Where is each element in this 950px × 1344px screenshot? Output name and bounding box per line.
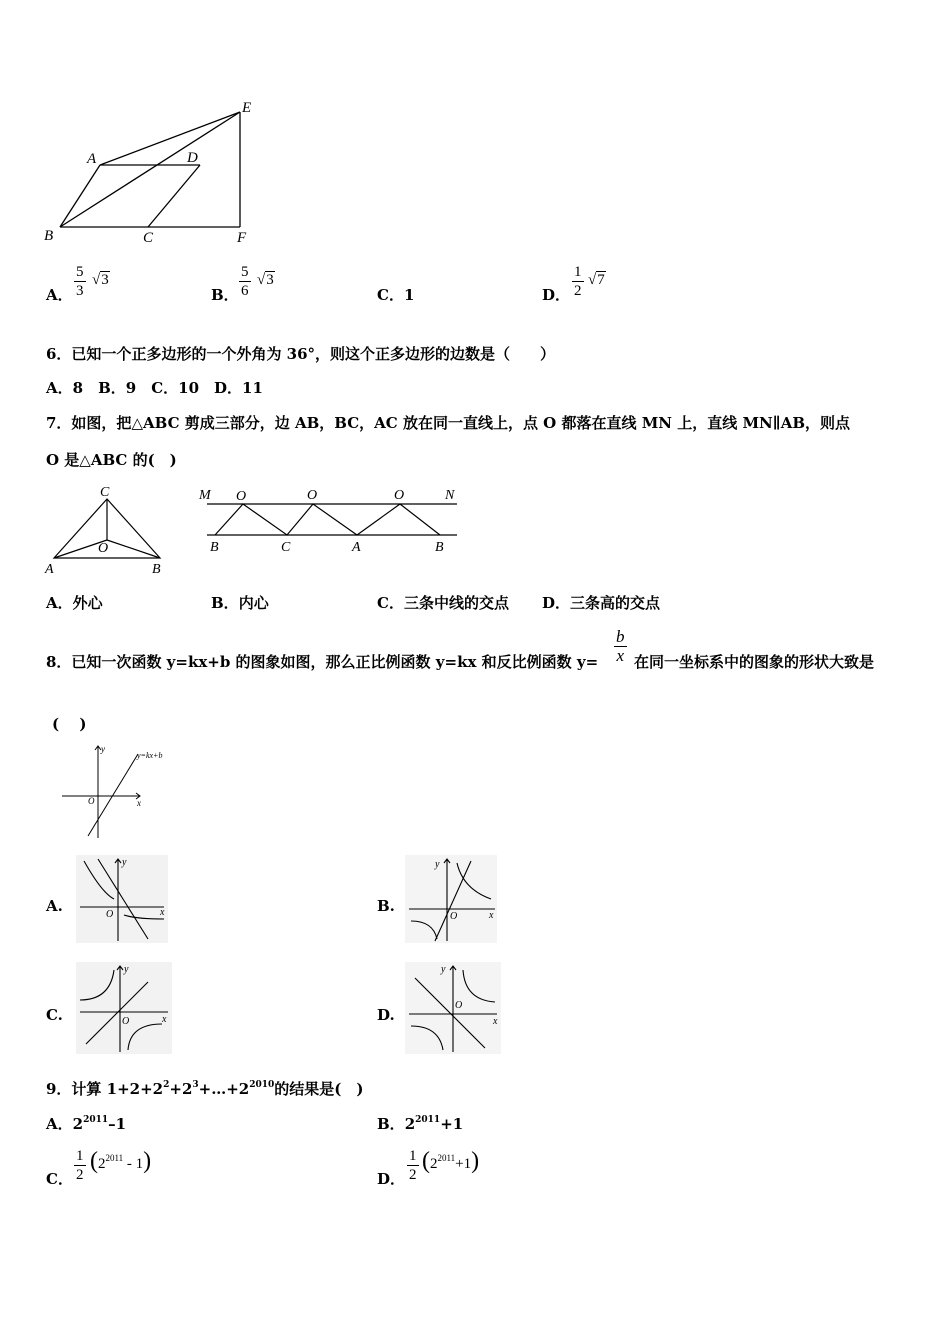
q8-option-d-graph bbox=[405, 962, 501, 1054]
q5-option-d-frac bbox=[572, 263, 584, 300]
q8-option-a-graph bbox=[76, 855, 168, 943]
q7-stem-line1: 7．如图，把△ABC 剪成三部分，边 AB，BC，AC 放在同一直线上，点 O 都落在直线 MN 上，直线 MN∥AB，则点 bbox=[46, 414, 851, 432]
q8-a-y: y bbox=[122, 857, 127, 868]
q9-option-c-frac bbox=[74, 1147, 86, 1184]
q7-option-d bbox=[542, 593, 660, 613]
q8-stem-prefix: 8．已知一次函数 y=kx+b 的图象如图，那么正比例函数 y=kx 和反比例函数 y= bbox=[46, 653, 599, 671]
q9-mid1: +2 bbox=[169, 1080, 193, 1098]
q8-stem-suffix: 在同一坐标系中的图象的形状大致是 bbox=[634, 653, 875, 671]
q8-c-o: O bbox=[122, 1016, 130, 1027]
q7-b-letter: B． bbox=[211, 594, 239, 612]
q5-label-a: A bbox=[87, 151, 97, 167]
q8-d-x: x bbox=[493, 1016, 498, 1027]
q7-line-figure bbox=[195, 482, 465, 557]
q9-option-d-letter: D． bbox=[377, 1170, 406, 1188]
q9-e2: 3 bbox=[192, 1080, 199, 1090]
q8-ref-y: y bbox=[101, 744, 105, 754]
q7-f2-o3: O bbox=[394, 488, 405, 503]
q8-ref-x: x bbox=[137, 798, 141, 808]
q8-b-o: O bbox=[450, 911, 458, 922]
q9-d-tail: +1 bbox=[455, 1156, 472, 1172]
q5-b-rad: 3 bbox=[266, 272, 274, 288]
q5-d-den: 2 bbox=[574, 283, 582, 299]
q7-a-letter: A． bbox=[46, 594, 73, 612]
q9-d-den: 2 bbox=[409, 1167, 417, 1183]
q7-f1-b: B bbox=[152, 562, 161, 577]
q7-c-text: 三条中线的交点 bbox=[403, 594, 509, 612]
q9-b-tail: +1 bbox=[440, 1115, 464, 1133]
q9-option-c-letter: C． bbox=[46, 1170, 73, 1188]
q5-option-a-letter: A． bbox=[46, 286, 73, 304]
q8-frac-den: x bbox=[616, 646, 625, 665]
q8-option-a-letter: A. bbox=[46, 897, 63, 915]
q9-mid2: +…+2 bbox=[198, 1080, 250, 1098]
q7-triangle-figure bbox=[40, 482, 175, 577]
q7-stem-line2: O 是△ABC 的( ) bbox=[46, 451, 177, 469]
q5-d-rad: 7 bbox=[597, 272, 605, 288]
q9-stem-prefix: 9．计算 1+2+2 bbox=[46, 1080, 164, 1098]
q7-f2-o2: O bbox=[307, 488, 318, 503]
q7-d-letter: D． bbox=[542, 594, 571, 612]
q7-f2-b1: B bbox=[210, 540, 219, 555]
q8-option-b-letter: B. bbox=[377, 897, 395, 915]
q9-c-base: 2 bbox=[98, 1156, 106, 1172]
q9-c-tail: - 1 bbox=[123, 1156, 144, 1172]
q7-f2-m: M bbox=[199, 488, 211, 503]
q9-c-den: 2 bbox=[76, 1167, 84, 1183]
q7-f2-o1: O bbox=[236, 489, 247, 504]
q5-d-num: 1 bbox=[574, 264, 582, 280]
q7-f2-n: N bbox=[445, 488, 455, 503]
q5-label-e: E bbox=[242, 100, 252, 116]
q5-a-num: 5 bbox=[76, 264, 84, 280]
q8-option-c-letter: C. bbox=[46, 1006, 63, 1024]
q9-e1: 2 bbox=[163, 1080, 170, 1090]
q6-options: A．8 B．9 C．10 D．11 bbox=[46, 379, 263, 397]
q5-option-c-text: 1 bbox=[404, 286, 415, 304]
q7-f2-a: A bbox=[352, 540, 361, 555]
q8-ref-line-label: y=kx+b bbox=[137, 751, 163, 760]
q9-b-letter: B． bbox=[377, 1115, 405, 1133]
q6-stem: 6．已知一个正多边形的一个外角为 36°，则这个正多边形的边数是（ ） bbox=[46, 345, 556, 363]
q9-a-tail: –1 bbox=[108, 1115, 127, 1133]
q8-c-y: y bbox=[124, 964, 129, 975]
q8-option-d-letter: D. bbox=[377, 1006, 395, 1024]
q9-option-d-expr: $(2^{2011}+1)$ bbox=[422, 1148, 480, 1174]
q9-stem-suffix: 的结果是( ) bbox=[274, 1080, 364, 1098]
q7-option-c bbox=[377, 593, 509, 613]
q5-option-b-sqrt: √3 bbox=[257, 272, 274, 288]
q7-b-text: 内心 bbox=[238, 594, 269, 612]
q8-c-x: x bbox=[162, 1014, 167, 1025]
q7-option-a bbox=[46, 593, 103, 613]
q8-frac bbox=[614, 628, 627, 665]
q8-b-x: x bbox=[489, 910, 494, 921]
q8-d-y: y bbox=[441, 964, 446, 975]
q9-stem bbox=[46, 1075, 364, 1099]
q9-b-exp: 2011 bbox=[415, 1115, 441, 1125]
q7-d-text: 三条高的交点 bbox=[570, 594, 661, 612]
q8-a-o: O bbox=[106, 909, 114, 920]
q7-f1-o: O bbox=[98, 541, 109, 556]
q5-label-c: C bbox=[143, 230, 154, 246]
q9-a-letter: A． bbox=[46, 1115, 73, 1133]
q9-a-exp: 2011 bbox=[83, 1115, 109, 1125]
q8-option-c-graph bbox=[76, 962, 172, 1054]
q5-option-a-sqrt: √3 bbox=[92, 272, 109, 288]
q9-c-exp: 2011 bbox=[105, 1153, 124, 1163]
q8-reference-graph bbox=[60, 740, 175, 840]
q8-ref-o: O bbox=[88, 796, 95, 806]
q5-option-b-frac bbox=[239, 263, 251, 300]
q7-option-b bbox=[211, 593, 269, 613]
q8-b-y: y bbox=[435, 859, 440, 870]
q5-option-d-letter: D． bbox=[542, 286, 571, 304]
q9-option-b bbox=[377, 1110, 463, 1134]
q9-option-d-frac bbox=[407, 1147, 419, 1184]
q5-option-c-letter: C． bbox=[377, 286, 404, 304]
q9-b-base: 2 bbox=[404, 1115, 416, 1133]
q7-f2-b2: B bbox=[435, 540, 444, 555]
q5-figure bbox=[40, 95, 270, 250]
q5-label-b: B bbox=[44, 228, 54, 244]
q9-d-num: 1 bbox=[409, 1148, 417, 1164]
q9-c-num: 1 bbox=[76, 1148, 84, 1164]
q7-c-letter: C． bbox=[377, 594, 404, 612]
q8-option-b-graph bbox=[405, 855, 497, 943]
q9-d-exp: 2011 bbox=[437, 1153, 456, 1163]
q5-b-num: 5 bbox=[241, 264, 249, 280]
q5-b-den: 6 bbox=[241, 283, 249, 299]
q5-label-d: D bbox=[187, 150, 198, 166]
q9-a-base: 2 bbox=[72, 1115, 84, 1133]
q5-a-den: 3 bbox=[76, 283, 84, 299]
q5-option-b-letter: B． bbox=[211, 286, 239, 304]
q5-a-rad: 3 bbox=[101, 272, 109, 288]
q9-d-base: 2 bbox=[430, 1156, 438, 1172]
q5-option-a-frac bbox=[74, 263, 86, 300]
q7-f1-c: C bbox=[100, 485, 110, 500]
q8-paren: ( ) bbox=[52, 715, 87, 733]
q9-e3: 2010 bbox=[249, 1080, 275, 1090]
q5-option-d-sqrt: √7 bbox=[588, 272, 605, 288]
q8-d-o: O bbox=[455, 1000, 463, 1011]
q7-f1-a: A bbox=[45, 562, 54, 577]
q8-a-x: x bbox=[160, 907, 165, 918]
q7-f2-c: C bbox=[281, 540, 291, 555]
q9-option-a bbox=[46, 1110, 126, 1134]
q8-frac-num: b bbox=[616, 627, 625, 646]
q9-option-c-expr: $(2^{2011} - 1)$ bbox=[90, 1148, 152, 1174]
q7-a-text: 外心 bbox=[72, 594, 103, 612]
q5-label-f: F bbox=[237, 230, 247, 246]
